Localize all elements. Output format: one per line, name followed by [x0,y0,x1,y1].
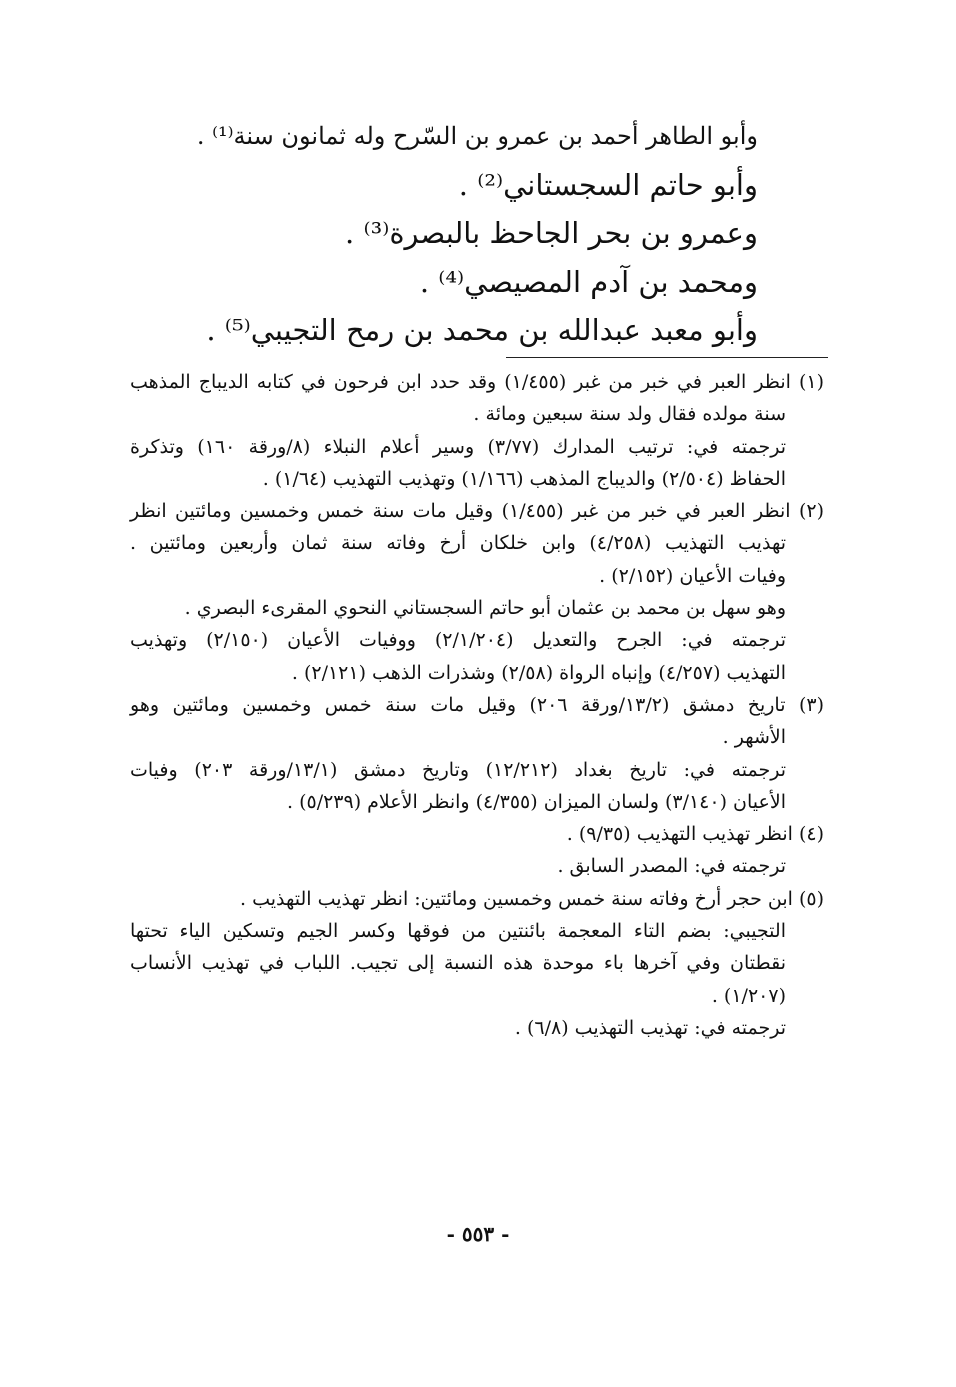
page-number: - ٥٥٣ - [446,1222,510,1246]
footnote-divider [506,357,828,358]
main-text-block [198,112,758,355]
main-line-1: وأبو الطاهر أحمد بن عمرو بن السّرح وله ثمانون سنة⁽¹⁾ . [196,122,758,150]
footnote-line: سنة مولده فقال ولد سنة سبعين ومائة . [473,403,786,426]
footnote-line: (٣) تاريخ دمشق (١٣/٢/ورقة ٢٠٦) وقيل مات سنة خمس وخمسين ومائتين وهو [130,693,824,716]
footnote-line: التجيبي: بضم التاء المعجمة بائنتين من فوقها وكسر الجيم وتسكين الياء تحتها [130,920,786,943]
footnotes-block [130,366,824,1044]
main-line-4: ومحمد بن آدم المصيصي⁽⁴⁾ . [419,264,758,299]
footnote-line: (٤) انظر تهذيب التهذيب (٩/٣٥) . [566,823,824,846]
footnote-line: (١/٢٠٧) . [711,984,786,1007]
footnote-line: (٥) ابن حجر أرخ وفاته سنة خمس وخمسين ومائتين: انظر تهذيب التهذيب . [239,887,824,910]
footnote-line: ترجمته في: ترتيب المدارك (٣/٧٧) وسير أعلام النبلاء (٨/ورقة ١٦٠) وتذكرة [130,435,786,458]
footnote-line: ترجمته في: تهذيب التهذيب (٦/٨) . [514,1016,786,1039]
footnote-line: التهذيب (٤/٢٥٧) وإنباه الرواة (٢/٥٨) وشذرات الذهب (٢/١٢١) . [291,661,786,684]
footnote-line: (٢) انظر العبر في خبر من غبر (١/٤٥٥) وقيل مات سنة خمس وخمسين ومائتين انظر [130,500,824,523]
footnote-line: ترجمته في: تاريخ بغداد (١٢/٢١٢) وتاريخ دمشق (١٣/١/ورقة ٢٠٣) وفيات [130,758,786,781]
footnote-line: وهو سهل بن محمد بن عثمان أبو حاتم السجستاني النحوي المقرىء البصري . [184,597,786,620]
footnote-line: تهذيب التهذيب (٤/٢٥٨) وابن خلكان أرخ وفاته سنة ثمان وأربعين ومائتين . [130,532,786,555]
main-line-5: وأبو معبد عبدالله بن محمد بن رمح التجيبي⁽⁵⁾ . [206,313,758,347]
main-line-2: وأبو حاتم السجستاني⁽²⁾ . [458,167,758,202]
footnote-line: نقطتان وفي آخرها باء موحدة هذه النسبة إلى تجيب. اللباب في تهذيب الأنساب [130,952,786,975]
footnote-line: الأعيان (٣/١٤٠) ولسان الميزان (٤/٣٥٥) وانظر الأعلام (٥/٢٣٩) . [286,790,786,813]
footnote-line: وفيات الأعيان (٢/١٥٢) . [599,564,786,587]
footnote-line: (١) انظر العبر في خبر من غبر (١/٤٥٥) وقد حدد ابن فرحون في كتابه الديباج المذهب [130,371,824,393]
footnote-line: ترجمته في: المصدر السابق . [557,855,786,878]
footnote-line: ترجمته في: الجرح والتعديل (٢/١/٢٠٤) ووفيات الأعيان (٢/١٥٠) وتهذيب [130,629,787,652]
footnote-line: الحفاظ (٢/٥٠٤) والديباج المذهب (١/١٦٦) وتهذيب التهذيب (١/٦٤) . [262,467,786,490]
footnote-line: الأشهر . [722,726,786,749]
main-line-3: وعمرو بن بحر الجاحظ بالبصرة⁽³⁾ . [345,216,758,250]
